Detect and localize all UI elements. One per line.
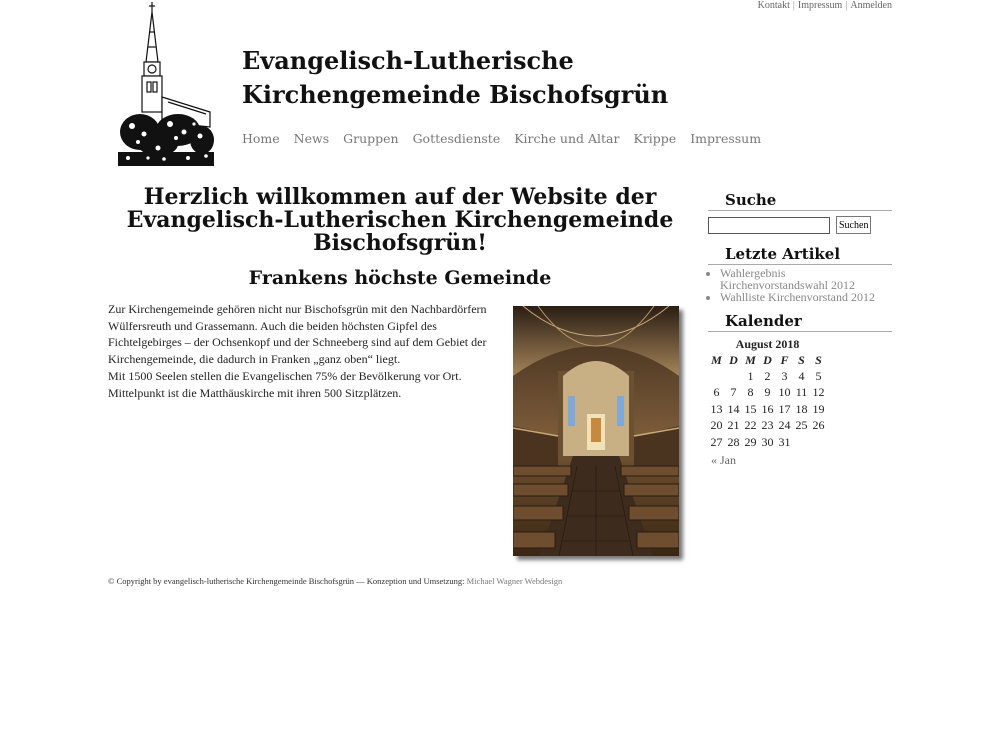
calendar-day: 8 xyxy=(747,385,754,400)
weekday-header: D xyxy=(729,353,738,367)
footer-credit-link[interactable]: Michael Wagner Webdesign xyxy=(466,576,563,586)
calendar-month: August 2018 xyxy=(735,337,800,351)
calendar xyxy=(708,335,827,451)
weekday-header: M xyxy=(711,353,722,367)
articles-widget-title: Letzte Artikel xyxy=(708,244,892,265)
church-drawing-icon[interactable] xyxy=(118,2,214,166)
footer-text: © Copyright by evangelisch-lutherische Kirchengemeinde Bischofsgrün — Konzeption und Umsetzung: xyxy=(108,576,465,586)
calendar-day: 16 xyxy=(761,401,774,416)
nav-item-home[interactable]: Home xyxy=(242,131,280,146)
calendar-day: 7 xyxy=(730,385,737,400)
calendar-day: 1 xyxy=(747,368,754,383)
recent-articles-list xyxy=(708,267,892,303)
intro-paragraph: Mit 1500 Seelen stellen die Evangelischen 75% der Bevölkerung vor Ort. xyxy=(108,368,462,383)
calendar-day: 10 xyxy=(778,385,791,400)
calendar-day: 9 xyxy=(764,385,771,400)
article-link[interactable]: Wahlliste Kirchenvorstand 2012 xyxy=(720,290,875,304)
nav-item-impressum[interactable]: Impressum xyxy=(690,131,762,146)
kontakt-link[interactable]: Kontakt xyxy=(757,0,790,11)
calendar-day: 14 xyxy=(727,401,740,416)
calendar-day: 13 xyxy=(710,401,723,416)
separator: | xyxy=(845,0,848,11)
calendar-day: 20 xyxy=(710,418,723,433)
main-nav xyxy=(242,131,771,146)
anmelden-link[interactable]: Anmelden xyxy=(850,0,892,11)
calendar-day: 18 xyxy=(795,401,808,416)
calendar-week-row xyxy=(708,385,827,402)
footer xyxy=(108,576,562,586)
welcome-heading: Herzlich willkommen auf der Website der Evangelisch-Lutherischen Kirchengemeinde Bischofsgrün! xyxy=(126,184,674,256)
sidebar xyxy=(708,190,892,468)
calendar-day: 31 xyxy=(778,434,791,449)
search-widget-title: Suche xyxy=(708,190,892,211)
calendar-day xyxy=(708,368,725,385)
intro-paragraph: Mittelpunkt ist die Matthäuskirche mit ihren 500 Sitzplätzen. xyxy=(108,385,402,400)
calendar-day: 27 xyxy=(710,434,723,449)
calendar-day: 24 xyxy=(778,418,791,433)
calendar-day: 11 xyxy=(795,385,808,400)
search-input[interactable] xyxy=(708,217,830,234)
calendar-day xyxy=(725,368,742,385)
calendar-body xyxy=(708,368,827,451)
calendar-widget-title: Kalender xyxy=(708,311,892,332)
nav-item-gruppen[interactable]: Gruppen xyxy=(343,131,399,146)
calendar-day: 28 xyxy=(727,434,740,449)
calendar-day: 17 xyxy=(778,401,791,416)
list-item xyxy=(720,291,892,303)
intro-text xyxy=(108,301,488,401)
calendar-day: 30 xyxy=(761,434,774,449)
top-links xyxy=(758,0,892,11)
intro-paragraph: Zur Kirchengemeinde gehören nicht nur Bischofsgrün mit den Nachbardörfern Wülfersreuth und Grassemann. Auch die beiden höchsten Gipfel des Fichtelgebirges – der Ochsenkopf und der Schneeberg sind auf dem Gebiet der Kirchengemeinde, die dadurch in Franken „ganz oben“ liegt. xyxy=(108,302,487,367)
separator: | xyxy=(792,0,795,11)
church-interior-photo xyxy=(513,306,679,556)
nav-item-krippe[interactable]: Krippe xyxy=(633,131,677,146)
calendar-prev-link[interactable]: « Jan xyxy=(711,452,736,467)
calendar-week-row xyxy=(708,401,827,418)
calendar-day: 15 xyxy=(744,401,757,416)
calendar-day: 6 xyxy=(713,385,720,400)
subheading: Frankens höchste Gemeinde xyxy=(248,267,552,289)
calendar-day: 26 xyxy=(812,418,825,433)
calendar-day: 3 xyxy=(781,368,788,383)
calendar-day: 22 xyxy=(744,418,757,433)
calendar-day xyxy=(793,434,810,451)
article-link[interactable]: Wahlergebnis Kirchenvorstandswahl 2012 xyxy=(720,266,855,292)
nav-item-kirche-und-altar[interactable]: Kirche und Altar xyxy=(514,131,620,146)
calendar-day: 19 xyxy=(812,401,825,416)
weekday-header: M xyxy=(745,353,756,367)
calendar-day: 5 xyxy=(815,368,822,383)
calendar-week-row xyxy=(708,434,827,451)
site-title[interactable]: Evangelisch-Lutherische Kirchengemeinde Bischofsgrün xyxy=(242,46,669,109)
calendar-day: 25 xyxy=(795,418,808,433)
weekday-header: D xyxy=(763,353,772,367)
nav-item-news[interactable]: News xyxy=(293,131,330,146)
calendar-day xyxy=(810,434,827,451)
calendar-day: 29 xyxy=(744,434,757,449)
calendar-week-row xyxy=(708,418,827,435)
weekday-header: F xyxy=(780,353,789,367)
calendar-day: 12 xyxy=(812,385,825,400)
weekday-header: S xyxy=(798,353,805,367)
calendar-day: 23 xyxy=(761,418,774,433)
calendar-day: 2 xyxy=(764,368,771,383)
search-form xyxy=(708,216,892,234)
list-item xyxy=(720,267,892,291)
search-button[interactable]: Suchen xyxy=(836,216,871,234)
weekday-header: S xyxy=(815,353,822,367)
impressum-top-link[interactable]: Impressum xyxy=(797,0,843,11)
calendar-day: 4 xyxy=(798,368,805,383)
calendar-week-row xyxy=(708,368,827,385)
calendar-day: 21 xyxy=(727,418,740,433)
nav-item-gottesdienste[interactable]: Gottesdienste xyxy=(412,131,501,146)
